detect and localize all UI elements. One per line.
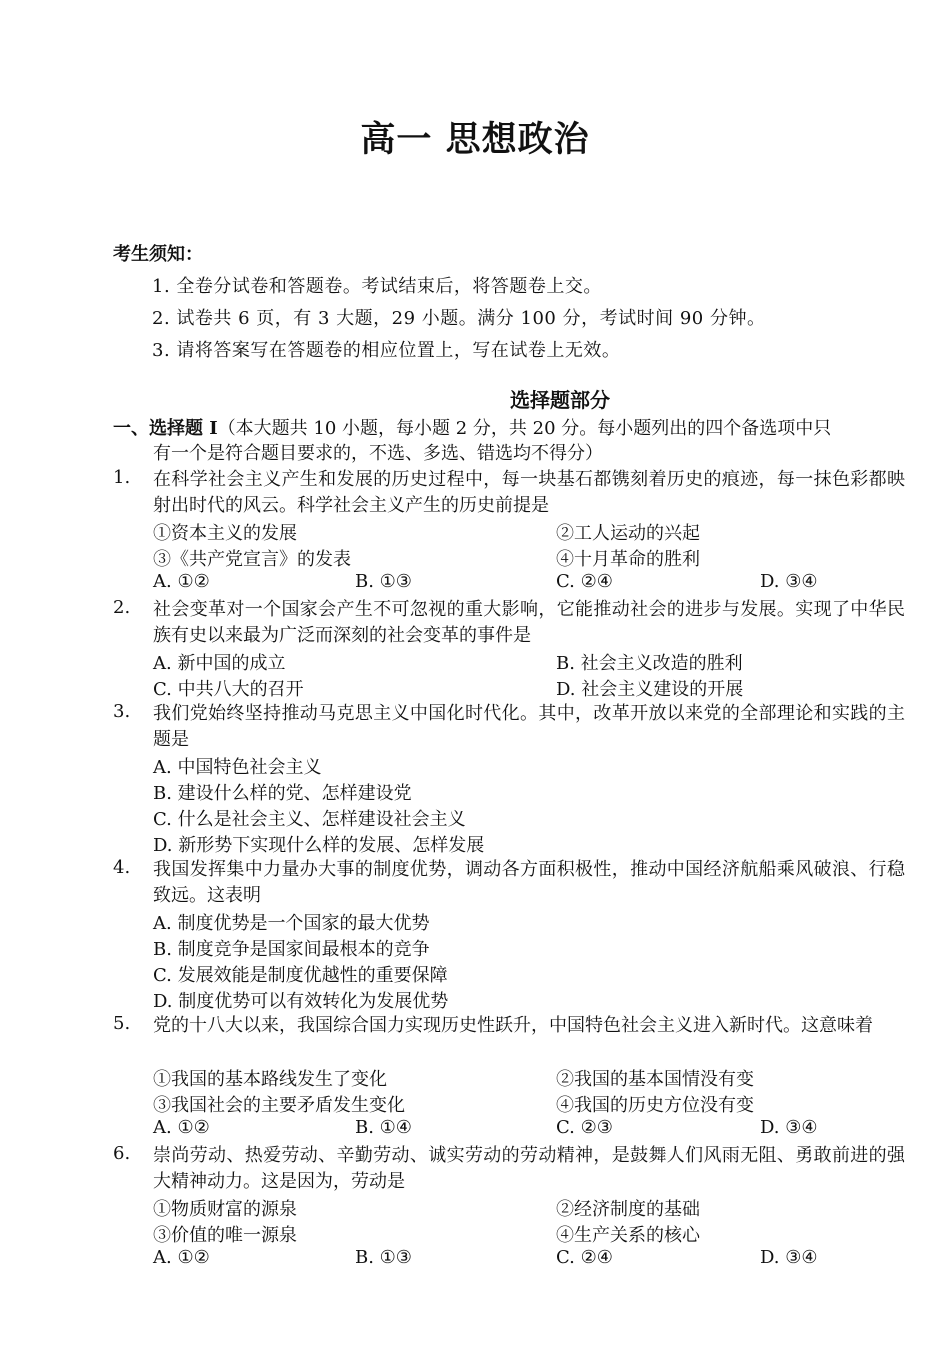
- option-b: B. 制度竞争是国家间最根本的竞争: [153, 939, 430, 960]
- part-instructions: [113, 416, 903, 466]
- question-stem: 党的十八大以来，我国综合国力实现历史性跃升，中国特色社会主义进入新时代。这意味着: [153, 1015, 873, 1036]
- section-title: 选择题部分: [510, 388, 610, 412]
- option-b: B. ①③: [355, 1247, 412, 1268]
- option-a: A. ①②: [153, 1247, 210, 1268]
- statement: ①资本主义的发展: [153, 523, 297, 544]
- statement: ①物质财富的源泉: [153, 1199, 297, 1220]
- question-number: 5.: [113, 1013, 131, 1034]
- option-d: D. 社会主义建设的开展: [556, 679, 744, 700]
- option-d: D. ③④: [760, 1117, 818, 1138]
- option-a: A. ①②: [153, 571, 210, 592]
- option-c: C. 中共八大的召开: [153, 679, 304, 700]
- part-desc: （本大题共 10 小题，每小题 2 分，共 20 分。每小题列出的四个备选项中只: [217, 418, 832, 439]
- option-d: D. 制度优势可以有效转化为发展优势: [153, 991, 449, 1012]
- statement: ③价值的唯一源泉: [153, 1225, 297, 1246]
- question-stem: 崇尚劳动、热爱劳动、辛勤劳动、诚实劳动的劳动精神，是鼓舞人们风雨无阻、勇敢前进的强大精神动力。这是因为，劳动是: [153, 1145, 905, 1192]
- part-desc-continued: 有一个是符合题目要求的，不选、多选、错选均不得分）: [153, 443, 603, 464]
- question-stem: 我国发挥集中力量办大事的制度优势，调动各方面积极性，推动中国经济航船乘风破浪、行稳致远。这表明: [153, 859, 905, 906]
- statement: ④生产关系的核心: [556, 1225, 700, 1246]
- question-number: 1.: [113, 467, 131, 488]
- question-number: 6.: [113, 1143, 131, 1164]
- question-stem: 在科学社会主义产生和发展的历史过程中，每一块基石都镌刻着历史的痕迹，每一抹色彩都映射出时代的风云。科学社会主义产生的历史前提是: [153, 469, 905, 516]
- option-b: B. 社会主义改造的胜利: [556, 653, 743, 674]
- question-number: 2.: [113, 597, 131, 618]
- statement: ③我国社会的主要矛盾发生变化: [153, 1095, 405, 1116]
- question-stem: 社会变革对一个国家会产生不可忽视的重大影响，它能推动社会的进步与发展。实现了中华民族有史以来最为广泛而深刻的社会变革的事件是: [153, 599, 905, 646]
- option-a: A. 制度优势是一个国家的最大优势: [153, 913, 430, 934]
- option-c: C. ②④: [556, 571, 613, 592]
- option-c: C. 发展效能是制度优越性的重要保障: [153, 965, 448, 986]
- part-label: 一、选择题 I: [113, 418, 218, 439]
- statement: ②工人运动的兴起: [556, 523, 700, 544]
- option-c: C. ②④: [556, 1247, 613, 1268]
- notice-heading: 考生须知：: [113, 244, 203, 265]
- option-d: D. ③④: [760, 1247, 818, 1268]
- page-title: 高一 思想政治: [360, 119, 590, 160]
- option-d: D. 新形势下实现什么样的发展、怎样发展: [153, 835, 485, 856]
- statement: ②我国的基本国情没有变: [556, 1069, 754, 1090]
- option-b: B. 建设什么样的党、怎样建设党: [153, 783, 412, 804]
- statement: ④我国的历史方位没有变: [556, 1095, 754, 1116]
- question-number: 4.: [113, 857, 131, 878]
- option-d: D. ③④: [760, 571, 818, 592]
- option-c: C. 什么是社会主义、怎样建设社会主义: [153, 809, 466, 830]
- option-a: A. 中国特色社会主义: [153, 757, 322, 778]
- option-b: B. ①③: [355, 571, 412, 592]
- statement: ④十月革命的胜利: [556, 549, 700, 570]
- notice-item: 1. 全卷分试卷和答题卷。考试结束后，将答题卷上交。: [152, 276, 602, 297]
- notice-item: 3. 请将答案写在答题卷的相应位置上，写在试卷上无效。: [152, 340, 621, 361]
- option-a: A. 新中国的成立: [153, 653, 286, 674]
- statement: ①我国的基本路线发生了变化: [153, 1069, 387, 1090]
- option-a: A. ①②: [153, 1117, 210, 1138]
- notice-item: 2. 试卷共 6 页，有 3 大题，29 小题。满分 100 分，考试时间 90 分钟。: [152, 308, 766, 329]
- question-stem: 我们党始终坚持推动马克思主义中国化时代化。其中，改革开放以来党的全部理论和实践的主题是: [153, 703, 905, 750]
- question-number: 3.: [113, 701, 131, 722]
- statement: ②经济制度的基础: [556, 1199, 700, 1220]
- option-b: B. ①④: [355, 1117, 412, 1138]
- option-c: C. ②③: [556, 1117, 613, 1138]
- statement: ③《共产党宣言》的发表: [153, 549, 351, 570]
